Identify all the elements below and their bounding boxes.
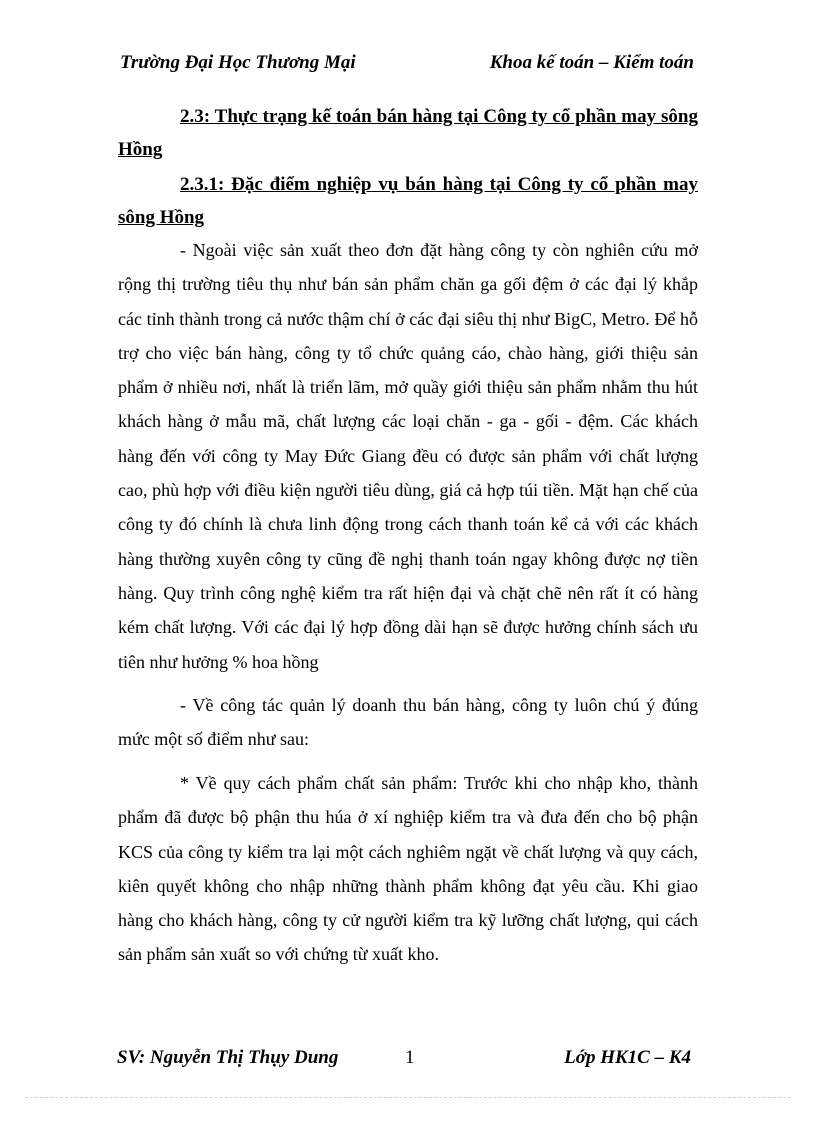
page-break-divider xyxy=(25,1097,791,1098)
footer-student-name: SV: Nguyễn Thị Thụy Dung xyxy=(117,1047,339,1068)
paragraph-text: - Về công tác quản lý doanh thu bán hàng, công ty luôn chú ý đúng mức một số điểm như sau: xyxy=(118,695,698,750)
paragraph-text: - Ngoài việc sản xuất theo đơn đặt hàng công ty còn nghiên cứu mở rộng thị trường tiêu thụ như bán sản phẩm chăn ga gối đệm ở các đại lý khắp các tỉnh thành trong cả nước thậm chí ở các đại siêu thị như BigC, Metro. Để hỗ trợ cho việc bán hàng, công ty tổ chức quảng cáo, chào hàng, giới thiệu sản phẩm ở nhiều nơi, nhất là triển lãm, mở quầy giới thiệu sản phẩm nhằm thu hút khách hàng ở mẫu mã, chất lượng các loại chăn - ga - gối - đệm. Các khách hàng đến với công ty May Đức Giang đều có được sản phẩm với chất lượng cao, phù hợp với điều kiện người tiêu dùng, giá cả hợp túi tiền. Mặt hạn chế của công ty đó chính là chưa linh động trong cách thanh toán kể cả với các khách hàng thường xuyên công ty cũng đề nghị thanh toán ngay không được nợ tiền hàng. Quy trình công nghệ kiểm tra rất hiện đại và chặt chẽ nên rất ít có hàng kém chất lượng. Với các đại lý hợp đồng dài hạn sẽ được hưởng chính sách ưu tiên như hưởng % hoa hồng xyxy=(118,240,698,672)
section-heading-text: 2.3: Thực trạng kế toán bán hàng tại Công ty cổ phần may sông Hồng xyxy=(118,106,698,160)
paragraph-quality-specification xyxy=(118,766,698,972)
subsection-heading xyxy=(118,168,698,234)
footer-page-number: 1 xyxy=(405,1047,415,1068)
subsection-heading-text: 2.3.1: Đặc điểm nghiệp vụ bán hàng tại Công ty cổ phần may sông Hồng xyxy=(118,174,698,228)
header-faculty-name: Khoa kế toán – Kiểm toán xyxy=(489,52,694,73)
paragraph-revenue-management xyxy=(118,688,698,757)
footer-class-name: Lớp HK1C – K4 xyxy=(564,1047,691,1068)
section-heading xyxy=(118,100,698,166)
paragraph-text: * Về quy cách phẩm chất sản phẩm: Trước khi cho nhập kho, thành phẩm đã được bộ phận thu húa ở xí nghiệp kiểm tra và đưa đến cho bộ phận KCS của công ty kiểm tra lại một cách nghiêm ngặt về chất lượng và quy cách, kiên quyết không cho nhập những thành phẩm không đạt yêu cầu. Khi giao hàng cho khách hàng, công ty cử người kiểm tra kỹ lưỡng chất lượng, qui cách sản phẩm sản xuất so với chứng từ xuất kho. xyxy=(118,773,698,965)
paragraph-sales-overview xyxy=(118,233,698,679)
header-school-name: Trường Đại Học Thương Mại xyxy=(120,52,356,73)
